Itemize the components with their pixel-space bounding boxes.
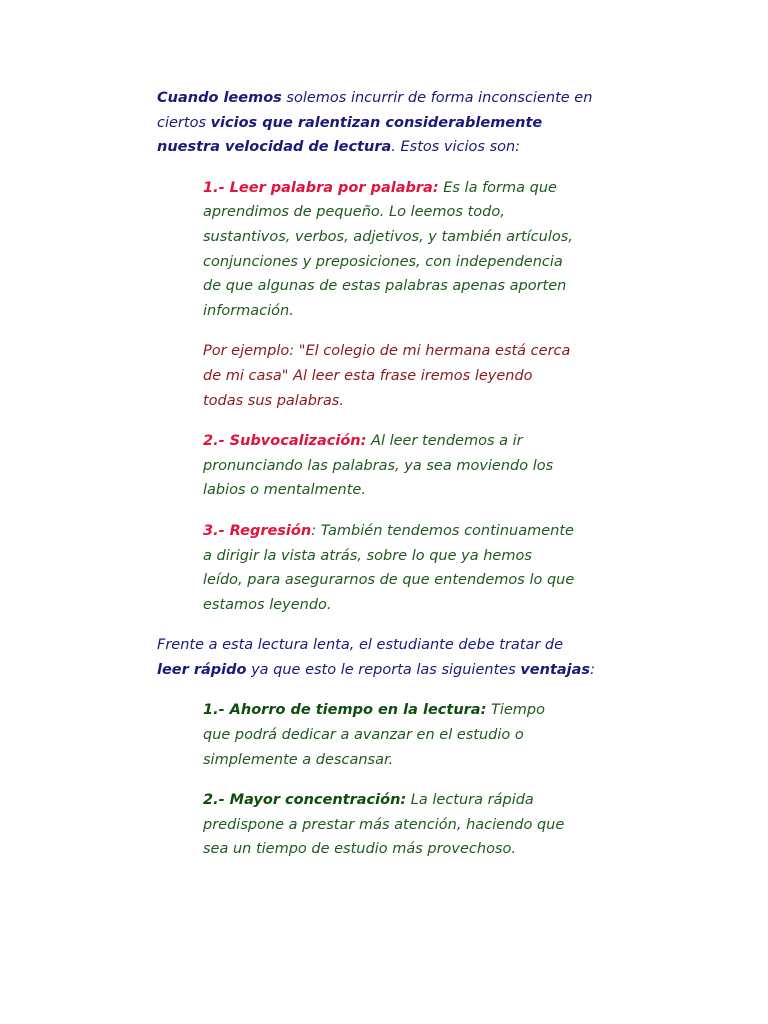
transition-text-1: Frente a esta lectura lenta, el estudiante debe tratar de <box>157 637 564 654</box>
vice-title: 3.- Regresión <box>203 522 312 539</box>
vice-text: Al leer tendemos a ir pronunciando las palabras, ya sea moviendo los labios o mentalmente. <box>203 433 554 499</box>
intro-paragraph <box>157 86 597 160</box>
transition-text-2: ya que esto le reporta las siguientes <box>246 661 521 678</box>
advantage-item-2 <box>203 788 573 862</box>
intro-lead: Cuando leemos <box>157 90 282 106</box>
vice-text: Es la forma que aprendimos de pequeño. Lo leemos todo, sustantivos, verbos, adjetivos, y también artículos, conjunciones y preposiciones, con independencia de que algunas de estas palabras apenas aporten información. <box>203 179 573 319</box>
vice-item-3 <box>203 519 575 617</box>
vice-item-2 <box>203 429 573 503</box>
advantage-title: 1.- Ahorro de tiempo en la lectura: <box>203 702 487 719</box>
example-paragraph: Por ejemplo: "El colegio de mi hermana está cerca de mi casa" Al leer esta frase iremos leyendo todas sus palabras. <box>203 343 571 409</box>
vice-item-1 <box>203 176 573 324</box>
transition-strong-2: ventajas <box>520 661 591 678</box>
vice-text: : También tendemos continuamente a dirigir la vista atrás, sobre lo que ya hemos leído, para asegurarnos de que entendemos lo que estamos leyendo. <box>203 522 575 613</box>
intro-text-2: . Estos vicios son: <box>391 139 521 156</box>
document-page <box>157 86 597 878</box>
intro-strong: vicios que ralentizan considerablemente nuestra velocidad de lectura <box>157 114 543 156</box>
advantage-title: 2.- Mayor concentración: <box>203 792 407 809</box>
vice-title: 1.- Leer palabra por palabra: <box>203 179 439 196</box>
advantage-text: Tiempo que podrá dedicar a avanzar en el estudio o simplemente a descansar. <box>203 702 545 768</box>
vice-title: 2.- Subvocalización: <box>203 433 367 450</box>
advantage-text: La lectura rápida predispone a prestar más atención, haciendo que sea un tiempo de estudio más provechoso. <box>203 792 565 858</box>
transition-text-3: : <box>590 661 595 678</box>
intro-text-1: solemos incurrir de forma inconsciente en ciertos <box>157 90 593 131</box>
transition-paragraph <box>157 633 597 682</box>
transition-strong-1: leer rápido <box>157 661 247 678</box>
advantage-item-1 <box>203 698 573 772</box>
